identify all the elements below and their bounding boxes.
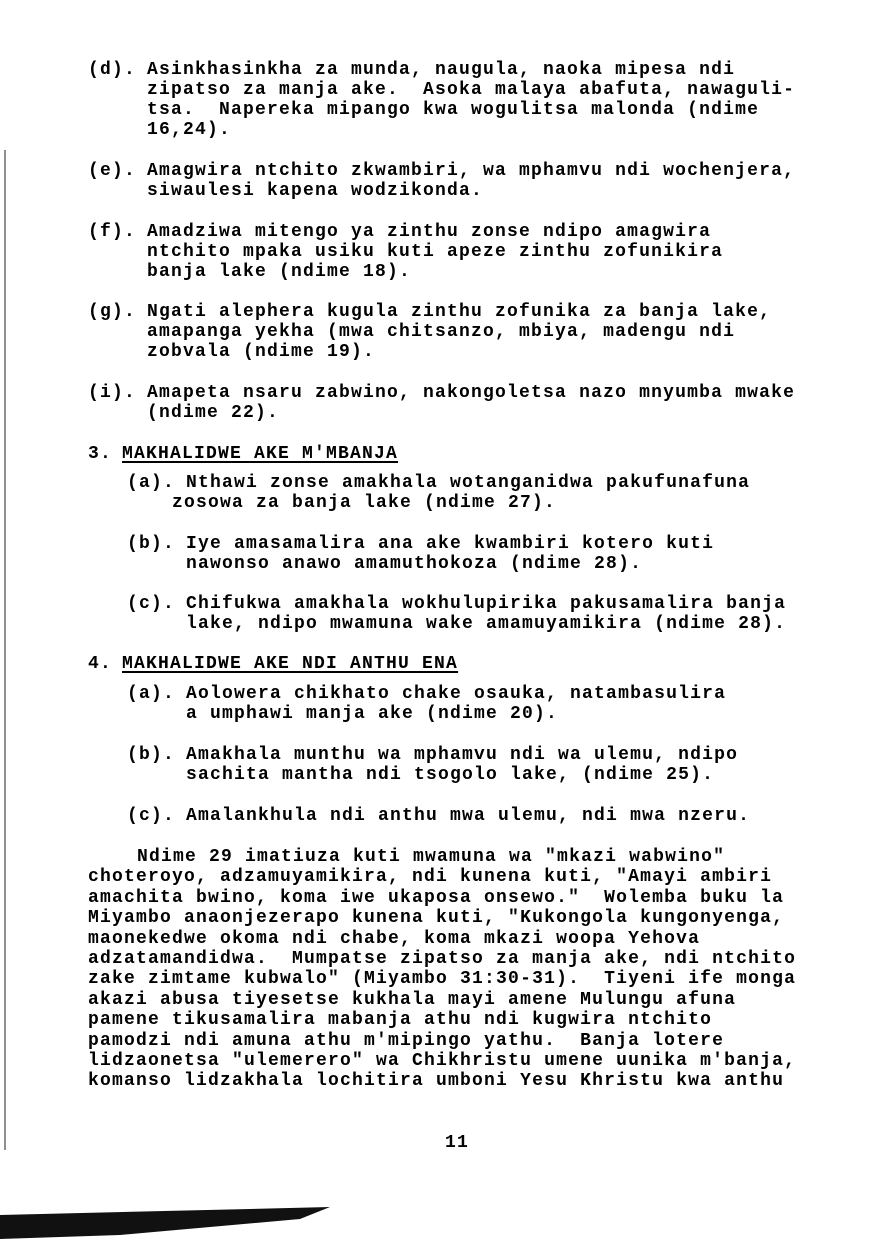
item-line: lake, ndipo mwamuna wake amamuyamikira (ndime 28). [186,614,787,634]
scan-smudge [0,1195,340,1239]
paragraph-line: adzatamandidwa. Mumpatse zipatso za manja ake, ndi ntchito [88,949,797,969]
section-heading: MAKHALIDWE AKE M'MBANJA [122,444,399,464]
item-line: zobvala (ndime 19). [147,342,376,362]
item-line: Nthawi zonse amakhala wotanganidwa pakufunafuna [186,473,751,493]
item-marker: (i). [88,383,137,403]
item-line: 16,24). [147,120,232,140]
section-number: 4. [88,654,113,674]
item-line: Iye amasamalira ana ake kwambiri kotero kuti [186,534,715,554]
item-line: Chifukwa amakhala wokhulupirika pakusamalira banja [186,594,787,614]
item-line: Amadziwa mitengo ya zinthu zonse ndipo amagwira [147,222,712,242]
paragraph-line: komanso lidzakhala lochitira umboni Yesu Khristu kwa anthu [88,1071,785,1091]
item-marker: (c). [127,594,176,614]
item-marker: (b). [127,745,176,765]
paragraph-line: pamodzi ndi amuna athu m'mipingo yathu. Banja lotere [88,1031,725,1051]
item-marker: (f). [88,222,137,242]
item-line: siwaulesi kapena wodzikonda. [147,181,484,201]
paragraph-line: lidzaonetsa "ulemerero" wa Chikhristu umene uunika m'banja, [88,1051,797,1071]
item-marker: (a). [127,473,176,493]
page-number: 11 [445,1133,470,1153]
item-line: tsa. Napereka mipango kwa wogulitsa malonda (ndime [147,100,760,120]
item-marker: (c). [127,806,176,826]
section-heading: MAKHALIDWE AKE NDI ANTHU ENA [122,654,459,674]
paragraph-line: amachita bwino, koma iwe ukaposa onsewo." Wolemba buku la [88,888,785,908]
item-line: Amapeta nsaru zabwino, nakongoletsa nazo mnyumba mwake [147,383,796,403]
item-line: Asinkhasinkha za munda, naugula, naoka mipesa ndi [147,60,736,80]
paragraph-line: maonekedwe okoma ndi chabe, koma mkazi woopa Yehova [88,929,701,949]
item-line: Aolowera chikhato chake osauka, natambasulira [186,684,727,704]
item-marker: (d). [88,60,137,80]
paragraph-line: zake zimtame kubwalo" (Miyambo 31:30-31). Tiyeni ife monga [88,969,797,989]
paragraph-line: Ndime 29 imatiuza kuti mwamuna wa "mkazi wabwino" [137,847,726,867]
item-marker: (g). [88,302,137,322]
item-line: amapanga yekha (mwa chitsanzo, mbiya, madengu ndi [147,322,736,342]
item-line: a umphawi manja ake (ndime 20). [186,704,559,724]
item-line: zipatso za manja ake. Asoka malaya abafuta, nawaguli- [147,80,796,100]
item-marker: (b). [127,534,176,554]
item-line: ntchito mpaka usiku kuti apeze zinthu zofunikira [147,242,724,262]
item-line: nawonso anawo amamuthokoza (ndime 28). [186,554,643,574]
paragraph-line: choteroyo, adzamuyamikira, ndi kunena kuti, "Amayi ambiri [88,867,773,887]
item-line: sachita mantha ndi tsogolo lake, (ndime 25). [186,765,715,785]
item-marker: (a). [127,684,176,704]
paragraph-line: pamene tikusamalira mabanja athu ndi kugwira ntchito [88,1010,713,1030]
item-line: Amakhala munthu wa mphamvu ndi wa ulemu, ndipo [186,745,739,765]
item-line: Amagwira ntchito zkwambiri, wa mphamvu ndi wochenjera, [147,161,796,181]
paragraph-line: Miyambo anaonjezerapo kunena kuti, "Kukongola kungonyenga, [88,908,785,928]
scan-edge [4,150,6,1150]
item-line: (ndime 22). [147,403,280,423]
item-line: Amalankhula ndi anthu mwa ulemu, ndi mwa nzeru. [186,806,751,826]
item-line: zosowa za banja lake (ndime 27). [172,493,557,513]
item-marker: (e). [88,161,137,181]
paragraph-line: akazi abusa tiyesetse kukhala mayi amene Mulungu afuna [88,990,737,1010]
section-number: 3. [88,444,113,464]
item-line: Ngati alephera kugula zinthu zofunika za banja lake, [147,302,772,322]
item-line: banja lake (ndime 18). [147,262,412,282]
